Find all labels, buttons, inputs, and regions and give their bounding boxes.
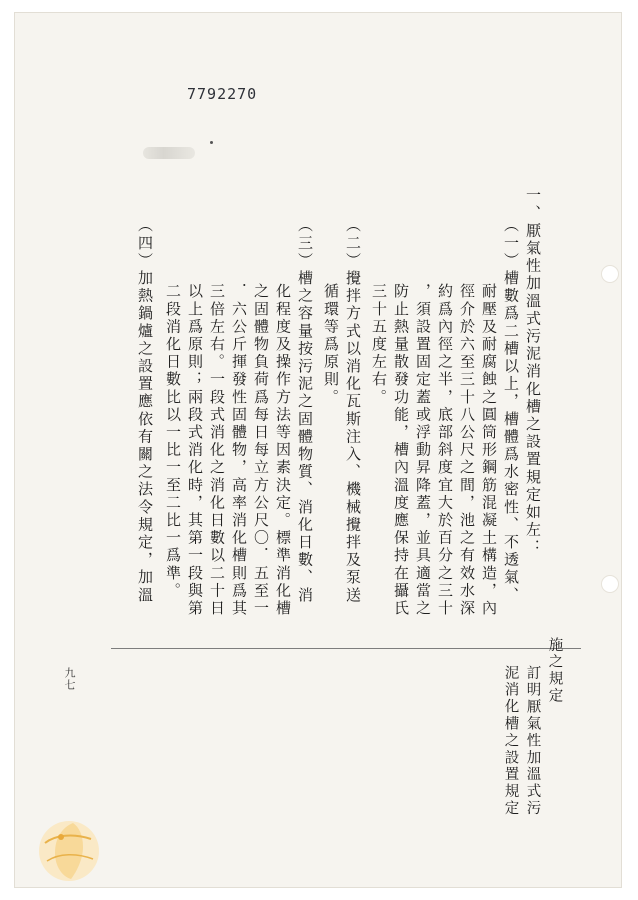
punch-hole-lower <box>601 575 619 593</box>
body-column-9: （二）攪拌方式以消化瓦斯注入、機械攪拌及泵送 <box>344 217 362 605</box>
body-column-1: 一、厭氣性加溫式污泥消化槽之設置規定如左： <box>524 187 542 557</box>
punch-hole-upper <box>601 265 619 283</box>
body-column-16: 以上爲原則；兩段式消化時，其第一段與第 <box>186 283 204 618</box>
section-divider <box>111 648 581 649</box>
title-column-3: 施之規定 <box>546 637 563 705</box>
body-column-15: 三倍左右。一段式消化之消化日數以二十日 <box>208 283 226 618</box>
body-column-18: （四）加熱鍋爐之設置應依有關之法令規定，加溫 <box>136 217 154 605</box>
ink-dot <box>210 141 213 144</box>
body-column-3: 耐壓及耐腐蝕之圓筒形鋼筋混凝土構造，內 <box>480 283 498 618</box>
body-column-2: （一）槽數爲二槽以上，槽體爲水密性、不透氣、 <box>502 217 520 605</box>
document-page <box>14 12 622 888</box>
title-column-1: 訂明厭氣性加溫式污 <box>524 665 541 818</box>
body-column-13: 之固體物負荷爲每日每立方公尺〇．五至一 <box>252 283 270 618</box>
archive-serial-number: 7792270 <box>187 85 258 103</box>
body-column-10: 循環等爲原則。 <box>322 283 340 407</box>
title-column-2: 泥消化槽之設置規定 <box>502 665 519 818</box>
body-column-11: （三）槽之容量按污泥之固體物質、消化日數、消 <box>296 217 314 605</box>
body-column-4: 徑介於六至三十八公尺之間，池之有效水深 <box>458 283 476 618</box>
body-column-14: ．六公斤揮發性固體物，高率消化槽則爲其 <box>230 283 248 618</box>
body-column-17: 二段消化日數比以一比一至二比一爲準。 <box>164 283 182 600</box>
body-column-8: 三十五度左右。 <box>370 283 388 407</box>
page-number: 九七 <box>63 667 76 691</box>
faded-stamp-mark <box>143 147 195 159</box>
body-column-6: ，須設置固定蓋或浮動昇降蓋，並具適當之 <box>414 283 432 618</box>
body-column-5: 約爲內徑之半，底部斜度宜大於百分之三十 <box>436 283 454 618</box>
body-column-12: 化程度及操作方法等因素決定。標準消化槽 <box>274 283 292 618</box>
archive-logo-icon <box>33 813 109 885</box>
body-column-7: 防止熱量散發功能，槽內溫度應保持在攝氏 <box>392 283 410 618</box>
